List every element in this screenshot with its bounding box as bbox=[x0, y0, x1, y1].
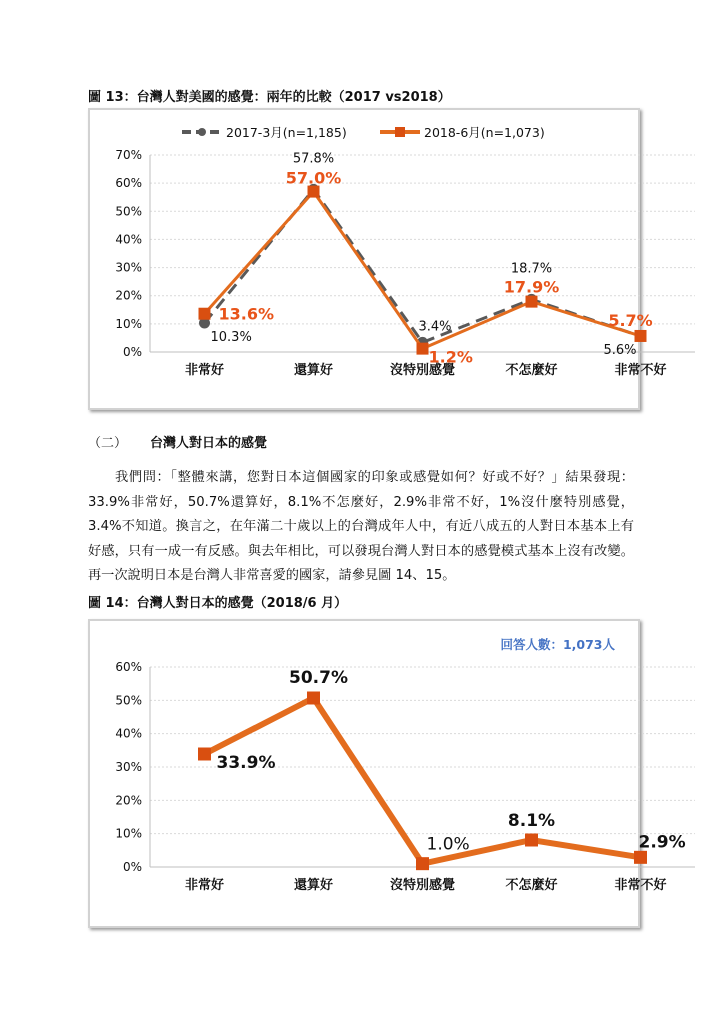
figure-13-svg bbox=[90, 110, 667, 408]
fig14-series-0-point bbox=[307, 692, 320, 705]
fig14-ytick-label: 10% bbox=[115, 826, 142, 841]
fig14-ytick-label: 60% bbox=[115, 660, 142, 674]
fig13-ytick-label: 20% bbox=[115, 288, 142, 303]
fig13-category-label: 沒特別感覺 bbox=[389, 363, 456, 378]
fig14-series-0-data-label: 1.0% bbox=[426, 834, 470, 855]
fig14-series-0-data-label: 8.1% bbox=[507, 811, 556, 831]
fig14-series-0-point bbox=[198, 748, 211, 761]
fig13-category-label: 不怎麼好 bbox=[505, 363, 558, 378]
fig13-series-1-point bbox=[526, 296, 538, 308]
fig13-ytick-label: 40% bbox=[115, 232, 142, 247]
fig13-ytick-label: 50% bbox=[115, 204, 142, 219]
section-paragraph: 我們問：「整體來講，您對日本這個國家的印象或感覺如何？好或不好？」結果發現：33.9%非常好，50.7%還算好，8.1%不怎麼好，2.9%非常不好，1%沒什麼特別感覺，3.4%不知道。換言之，在年滿二十歲以上的台灣成年人中，有近八成五的人對日本基本上有好感，只有一成一有反感。與去年相比，可以發現台灣人對日本的感覺模式基本上沒有改變。再一次說明日本是台灣人非常喜愛的國家，請參見圖 14、15。 bbox=[88, 470, 634, 583]
figure-14-chart bbox=[88, 619, 686, 928]
section-heading bbox=[88, 432, 267, 451]
fig13-series-1-data-label: 13.6% bbox=[218, 304, 275, 324]
fig13-series-1-point bbox=[417, 343, 429, 355]
fig14-ytick-label: 40% bbox=[115, 726, 142, 741]
section-title: 台灣人對日本的感覺 bbox=[150, 436, 268, 451]
fig14-series-0-point bbox=[416, 857, 429, 870]
fig13-series-0-data-label: 5.6% bbox=[603, 343, 637, 359]
fig13-category-label: 還算好 bbox=[293, 363, 334, 378]
fig13-legend-marker bbox=[395, 127, 405, 137]
fig14-series-0-data-label: 33.9% bbox=[216, 753, 276, 773]
figure-14-caption: 圖 14：台灣人對日本的感覺（2018/6 月） bbox=[88, 596, 348, 611]
fig13-series-0-data-label: 18.7% bbox=[510, 261, 553, 277]
section-number: （二） bbox=[88, 436, 128, 451]
fig14-category-label: 沒特別感覺 bbox=[389, 878, 456, 893]
fig14-series-0-point bbox=[634, 851, 647, 864]
fig13-ytick-label: 10% bbox=[115, 316, 142, 331]
fig14-respondents-note: 回答人數：1,073人 bbox=[500, 637, 615, 652]
fig13-legend-marker bbox=[198, 128, 206, 136]
fig14-ytick-label: 30% bbox=[115, 760, 142, 774]
fig13-series-0-data-label: 10.3% bbox=[210, 330, 252, 346]
fig13-series-1-data-label: 5.7% bbox=[608, 310, 653, 330]
fig13-series-1-point bbox=[635, 330, 647, 342]
fig13-series-0-data-label: 57.8% bbox=[292, 151, 335, 167]
fig14-series-0-point bbox=[525, 834, 538, 847]
fig13-ytick-label: 60% bbox=[115, 176, 142, 191]
figure-13-chart bbox=[88, 108, 667, 410]
fig13-ytick-label: 70% bbox=[115, 148, 142, 162]
fig13-ytick-label: 0% bbox=[122, 345, 142, 359]
fig13-series-1-point bbox=[199, 308, 211, 320]
fig14-category-label: 非常好 bbox=[184, 878, 225, 893]
fig14-category-label: 非常不好 bbox=[614, 878, 667, 893]
fig14-series-0-data-label: 2.9% bbox=[638, 832, 686, 853]
figure-13-caption: 圖 13：台灣人對美國的感覺：兩年的比較（2017 vs2018） bbox=[88, 90, 451, 105]
fig14-ytick-label: 20% bbox=[115, 793, 142, 808]
fig13-ytick-label: 30% bbox=[115, 260, 142, 275]
fig14-ytick-label: 0% bbox=[122, 860, 142, 874]
fig14-ytick-label: 50% bbox=[115, 693, 142, 708]
fig13-series-0-data-label: 3.4% bbox=[418, 319, 452, 335]
fig13-series-1-data-label: 1.2% bbox=[428, 347, 473, 367]
figure-14-svg bbox=[90, 621, 686, 926]
fig14-category-label: 還算好 bbox=[293, 878, 334, 893]
fig13-series-1-data-label: 57.0% bbox=[285, 168, 342, 188]
fig13-category-label: 非常好 bbox=[184, 363, 225, 378]
fig14-series-0-line bbox=[205, 698, 641, 864]
fig13-category-label: 非常不好 bbox=[614, 363, 667, 378]
fig14-category-label: 不怎麼好 bbox=[505, 878, 558, 893]
fig13-legend-label: 2018-6月(n=1,073) bbox=[424, 125, 545, 140]
fig13-legend-label: 2017-3月(n=1,185) bbox=[226, 125, 347, 140]
fig14-series-0-data-label: 50.7% bbox=[289, 668, 348, 688]
fig13-series-1-data-label: 17.9% bbox=[503, 277, 560, 297]
